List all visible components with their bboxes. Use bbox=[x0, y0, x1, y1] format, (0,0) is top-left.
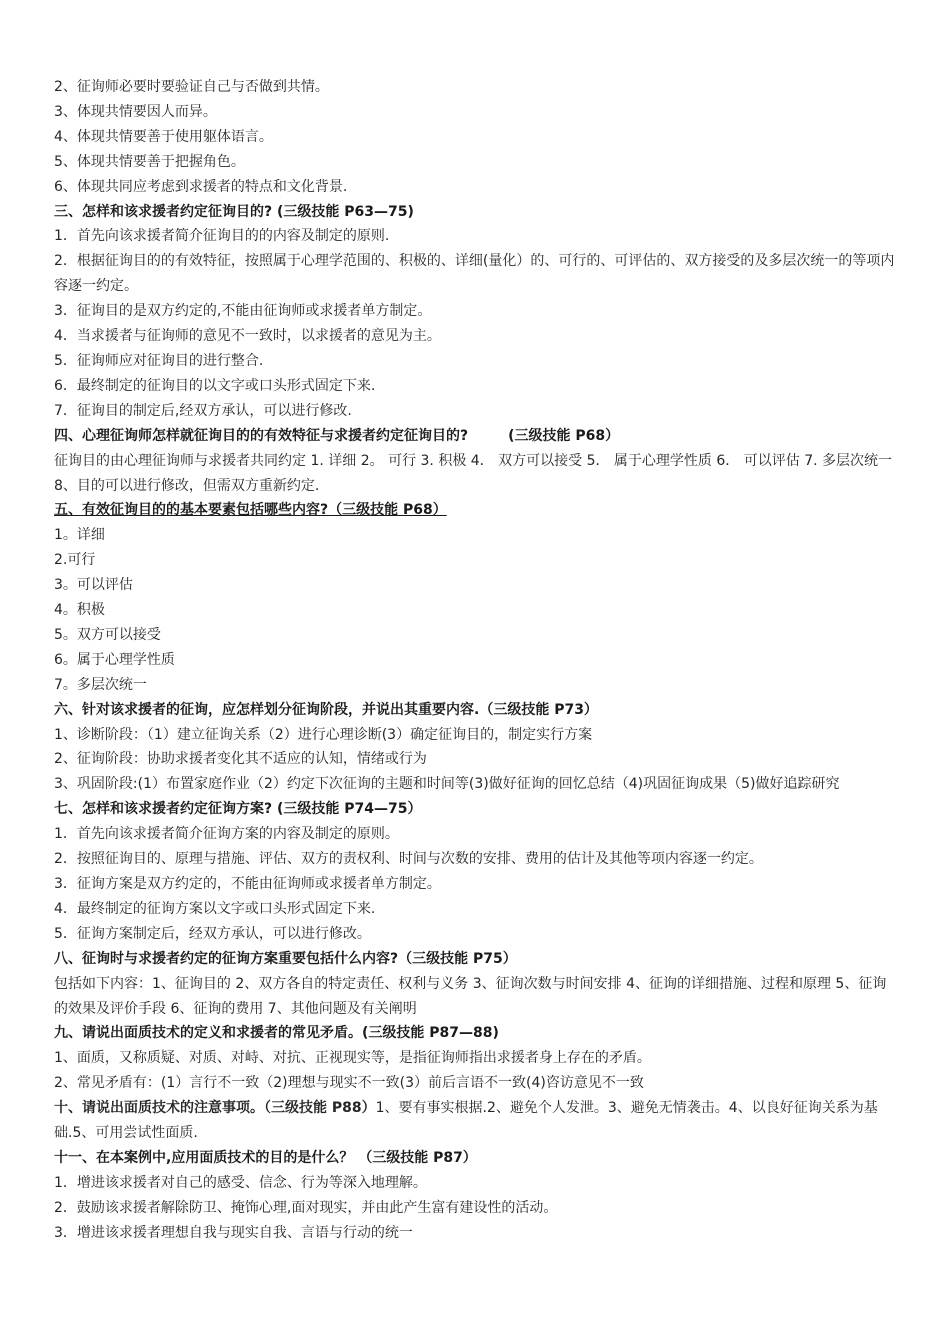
section-10 bbox=[54, 1096, 899, 1146]
section-heading-11: 十一、在本案例中,应用面质技术的目的是什么？ （三级技能 P87） bbox=[54, 1149, 477, 1166]
text-line: 4、体现共情要善于使用躯体语言。 bbox=[54, 128, 273, 145]
section-heading-10: 十、请说出面质技术的注意事项。（三级技能 P88） bbox=[54, 1100, 376, 1117]
list-item: 5。双方可以接受 bbox=[54, 626, 161, 643]
list-item: 3．增进该求援者理想自我与现实自我、言语与行动的统一 bbox=[54, 1224, 413, 1241]
list-item: 5．征询师应对征询目的进行整合. bbox=[54, 352, 264, 369]
section-heading-5 bbox=[54, 498, 899, 523]
list-item: 3．征询方案是双方约定的，不能由征询师或求援者单方制定。 bbox=[54, 876, 441, 892]
section-heading-7: 七、怎样和该求援者约定征询方案? (三级技能 P74—75） bbox=[54, 801, 422, 818]
section-heading-6: 六、针对该求援者的征询，应怎样划分征询阶段，并说出其重要内容.（三级技能 P73） bbox=[54, 701, 598, 718]
list-item: 1．增进该求援者对自己的感受、信念、行为等深入地理解。 bbox=[54, 1174, 427, 1191]
list-item: 3．征询目的是双方约定的,不能由征询师或求援者单方制定。 bbox=[54, 303, 432, 320]
list-item: 2.可行 bbox=[54, 552, 96, 569]
list-item: 6。属于心理学性质 bbox=[54, 651, 175, 668]
section-heading-3: 三、怎样和该求援者约定征询目的? (三级技能 P63—75) bbox=[54, 203, 414, 220]
heading-text: 五、有效征询目的的基本要素包括哪些内容?（三级技能 P68） bbox=[54, 502, 447, 519]
section-heading-9: 九、请说出面质技术的定义和求援者的常见矛盾。(三级技能 P87—88) bbox=[54, 1025, 499, 1042]
list-item: 2．鼓励该求援者解除防卫、掩饰心理,面对现实，并由此产生富有建设性的活动。 bbox=[54, 1199, 558, 1216]
list-item: 1．首先向该求援者简介征询方案的内容及制定的原则。 bbox=[54, 826, 399, 843]
list-item: 6．最终制定的征询目的以文字或口头形式固定下来. bbox=[54, 377, 376, 394]
list-item: 2．按照征询目的、原理与措施、评估、双方的责权利、时间与次数的安排、费用的估计及其他等项内容逐一约定。 bbox=[54, 851, 763, 868]
list-item: 1、诊断阶段：（1）建立征询关系（2）进行心理诊断(3）确定征询目的，制定实行方案 bbox=[54, 726, 593, 743]
list-item: 5．征询方案制定后，经双方承认，可以进行修改。 bbox=[54, 925, 371, 942]
text-line: 5、体现共情要善于把握角色。 bbox=[54, 153, 245, 170]
section-10-body: 1、要有事实根据.2、避免个人发泄。3、避免无情袭击。4、以良好征询关系为基础.5、可用尝试性面质. bbox=[54, 1100, 878, 1142]
list-item: 2、常见矛盾有：(1）言行不一致（2)理想与现实不一致(3）前后言语不一致(4)咨访意见不一致 bbox=[54, 1075, 644, 1092]
list-item: 1．首先向该求援者简介征询目的的内容及制定的原则. bbox=[54, 228, 390, 245]
list-item: 1、面质，又称质疑、对质、对峙、对抗、正视现实等，是指征询师指出求援者身上存在的矛盾。 bbox=[54, 1050, 651, 1067]
list-item: 7．征询目的制定后,经双方承认，可以进行修改. bbox=[54, 402, 352, 419]
heading-text: 四、心理征询师怎样就征询目的的有效特征与求援者约定征询目的? bbox=[54, 427, 469, 444]
list-item: 7。多层次统一 bbox=[54, 676, 147, 693]
list-item: 4．最终制定的征询方案以文字或口头形式固定下来. bbox=[54, 900, 376, 917]
list-item: 2．根据征询目的的有效特征，按照属于心理学范围的、积极的、详细(量化）的、可行的、可评估的、双方接受的及多层次统一的等项内容逐一约定。 bbox=[54, 253, 895, 295]
list-item: 4。积极 bbox=[54, 602, 105, 619]
list-item: 1。详细 bbox=[54, 527, 105, 544]
paragraph: 包括如下内容：1、征询目的 2、双方各自的特定责任、权利与义务 3、征询次数与时间安排 4、征询的详细措施、过程和原理 5、征询的效果及评价手段 6、征询的费用 7、其他问题及有关阐明 bbox=[54, 975, 887, 1017]
section-heading-8: 八、征询时与求援者约定的征询方案重要包括什么内容?（三级技能 P75） bbox=[54, 950, 517, 967]
text-line: 6、体现共同应考虑到求援者的特点和文化背景. bbox=[54, 178, 348, 195]
list-item: 3。可以评估 bbox=[54, 577, 133, 594]
list-item: 4．当求援者与征询师的意见不一致时，以求援者的意见为主。 bbox=[54, 328, 441, 345]
section-heading-4 bbox=[54, 424, 899, 449]
heading-ref: (三级技能 P68） bbox=[508, 427, 620, 444]
text-line: 2、征询师必要时要验证自己与否做到共情。 bbox=[54, 79, 329, 95]
list-item: 2、征询阶段：协助求援者变化其不适应的认知，情绪或行为 bbox=[54, 751, 427, 768]
document-body bbox=[54, 75, 899, 1246]
paragraph: 征询目的由心理征询师与求援者共同约定 1. 详细 2。 可行 3. 积极 4． 双方可以接受 5． 属于心理学性质 6． 可以评估 7. 多层次统一 8、目的可以进行修改，但需双方重新约定. bbox=[54, 452, 893, 494]
text-line: 3、体现共情要因人而异。 bbox=[54, 103, 217, 120]
list-item: 3、巩固阶段:(1）布置家庭作业（2）约定下次征询的主题和时间等(3)做好征询的回忆总结（4)巩固征询成果（5)做好追踪研究 bbox=[54, 776, 840, 793]
